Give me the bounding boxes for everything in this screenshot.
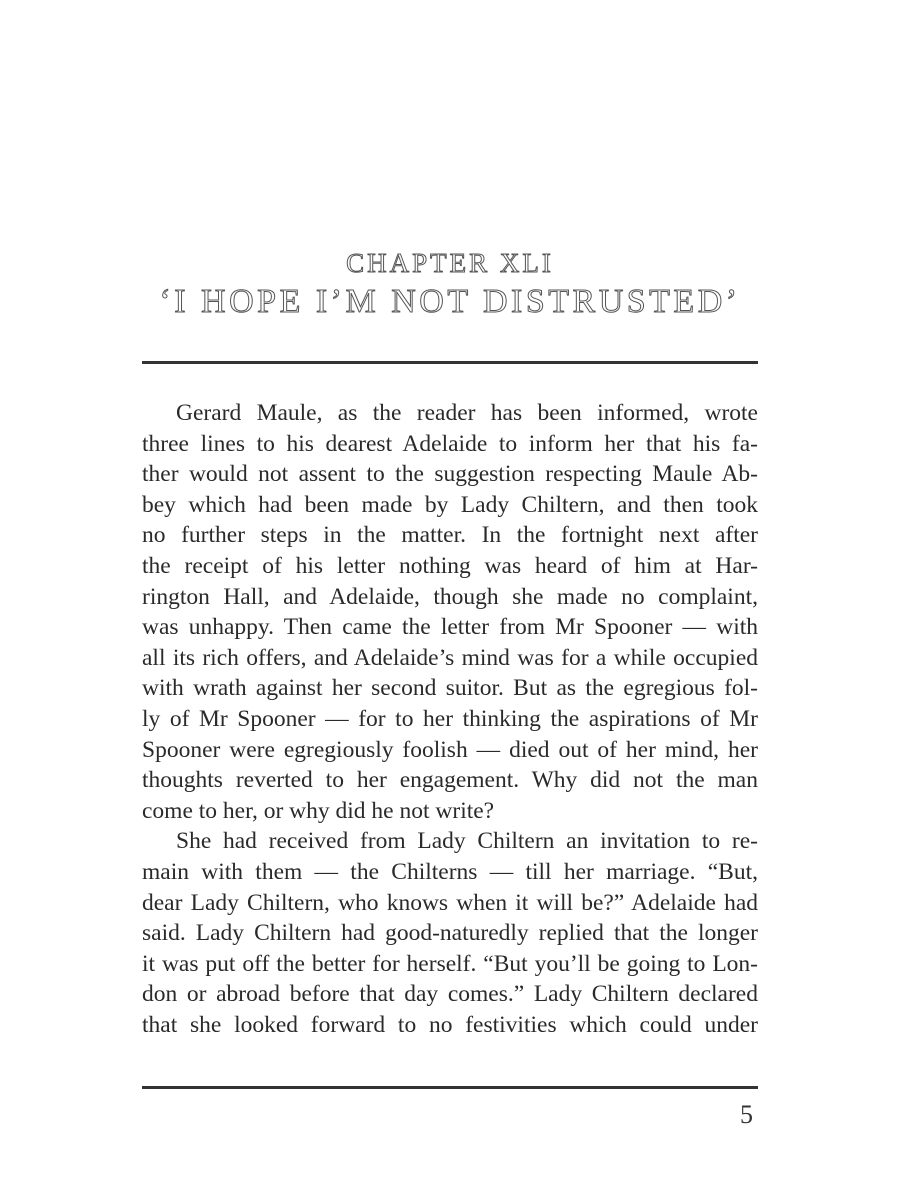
text-line: ly of Mr Spooner — for to her thinking the aspirations of Mr [142, 705, 758, 732]
body-text [142, 398, 758, 1040]
paragraph [142, 398, 758, 826]
top-rule [142, 361, 758, 364]
text-line: no further steps in the matter. In the fortnight next after [142, 522, 758, 549]
text-line: three lines to his dearest Adelaide to inform her that his fa- [142, 430, 758, 457]
text-line: dear Lady Chiltern, who knows when it will be?” Adelaide had [142, 889, 758, 916]
text-line: bey which had been made by Lady Chiltern, and then took [142, 491, 758, 518]
text-line: with wrath against her second suitor. But as the egregious fol- [142, 675, 758, 702]
text-line: the receipt of his letter nothing was heard of him at Har- [142, 552, 758, 579]
text-line: Gerard Maule, as the reader has been informed, wrote [176, 400, 758, 426]
text-line: don or abroad before that day comes.” Lady Chiltern declared [142, 981, 758, 1008]
text-line: ther would not assent to the suggestion respecting Maule Ab- [142, 461, 758, 488]
text-line: said. Lady Chiltern had good-naturedly replied that the longer [142, 920, 758, 947]
text-line: thoughts reverted to her engagement. Why did not the man [142, 767, 758, 794]
text-line: it was put off the better for herself. “But you’ll be going to Lon- [142, 950, 758, 977]
text-line: Spooner were egregiously foolish — died out of her mind, her [142, 736, 758, 763]
chapter-number: CHAPTER XLI [346, 248, 554, 278]
paragraph [142, 826, 758, 1040]
chapter-title: ‘I HOPE I’M NOT DISTRUSTED’ [159, 283, 741, 320]
text-line: was unhappy. Then came the letter from Mr Spooner — with [142, 614, 758, 641]
text-line: main with them — the Chilterns — till her marriage. “But, [142, 858, 758, 885]
text-line: She had received from Lady Chiltern an invitation to re- [176, 828, 758, 855]
text-line: all its rich offers, and Adelaide’s mind was for a while occupied [142, 644, 758, 671]
text-line: rington Hall, and Adelaide, though she made no complaint, [142, 583, 758, 610]
text-line: come to her, or why did he not write? [142, 797, 495, 824]
bottom-rule [142, 1086, 758, 1089]
text-line: that she looked forward to no festivities which could under [142, 1011, 758, 1038]
page-number: 5 [740, 1100, 753, 1129]
